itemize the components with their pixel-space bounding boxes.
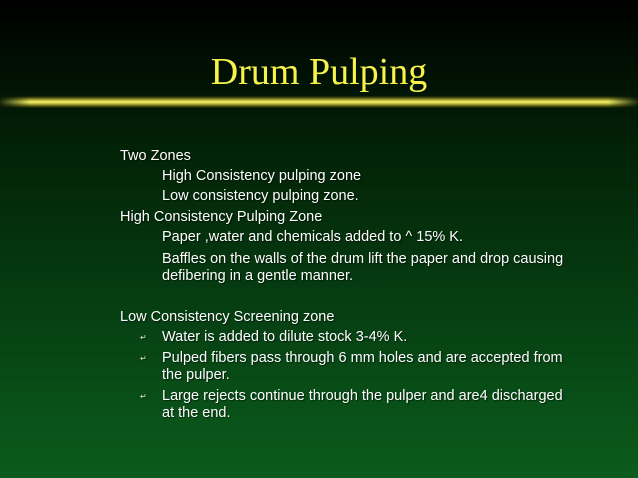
bullet-text: High Consistency Pulping Zone	[120, 209, 323, 225]
bullet-arrow-icon: ↵	[140, 333, 147, 342]
bullet-text: Paper ,water and chemicals added to ^ 15% K.	[162, 229, 464, 245]
bullet-text: Large rejects continue through the pulper and are4 discharged	[162, 388, 563, 404]
bullet-text: Low Consistency Screening zone	[120, 309, 335, 325]
bullet-text: Water is added to dilute stock 3-4% K.	[162, 329, 408, 345]
bullet-arrow-icon: ↵	[140, 354, 147, 363]
title-divider-fade-right	[608, 96, 638, 108]
title-divider-fade-left	[0, 96, 30, 108]
bullet-text: Baffles on the walls of the drum lift the paper and drop causing	[162, 251, 564, 267]
slide-title: Drum Pulping	[210, 51, 428, 93]
bullet-text: Low consistency pulping zone.	[162, 188, 359, 204]
bullet-text: High Consistency pulping zone	[162, 168, 362, 184]
title-divider	[0, 96, 638, 108]
bullet-arrow-icon: ↵	[140, 392, 147, 401]
bullet-text: at the end.	[162, 405, 231, 421]
bullet-text: defibering in a gentle manner.	[162, 268, 354, 284]
bullet-text: the pulper.	[162, 367, 230, 383]
bullet-text: Two Zones	[120, 148, 191, 164]
bullet-text: Pulped fibers pass through 6 mm holes and are accepted from	[162, 350, 563, 366]
